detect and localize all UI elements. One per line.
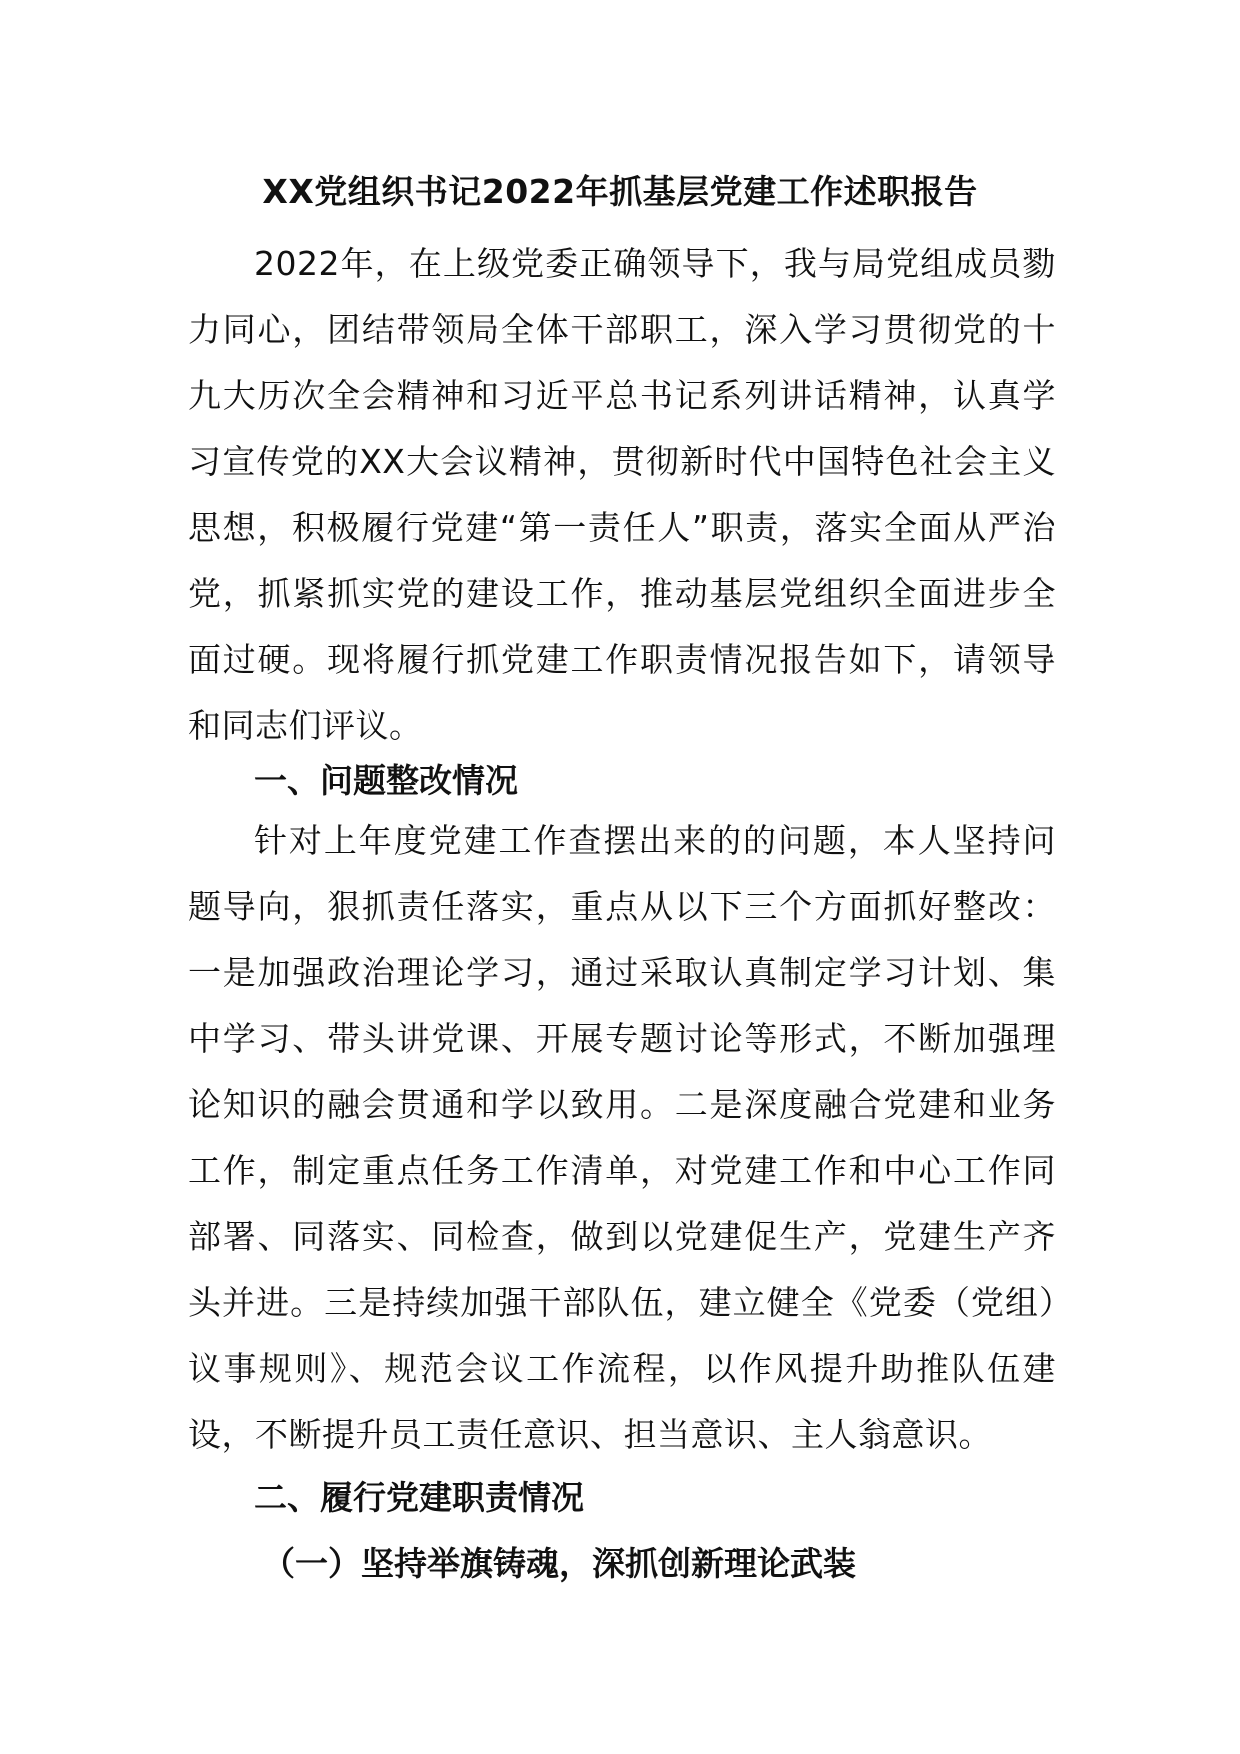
section-heading-party-duties: 二、履行党建职责情况 (254, 1478, 584, 1517)
document-title: XX党组织书记2022年抓基层党建工作述职报告 (262, 172, 978, 211)
subsection-heading-theory-armament: （一）坚持举旗铸魂，深抓创新理论武装 (262, 1544, 856, 1583)
section-heading-problem-rectification: 一、问题整改情况 (254, 761, 518, 800)
intro-paragraph: 2022年，在上级党委正确领导下，我与局党组成员勠力同心，团结带领局全体干部职工，深入学习贯彻党的十九大历次全会精神和习近平总书记系列讲话精神，认真学习宣传党的XX大会议精神，贯彻新时代中国特色社会主义思想，积极履行党建“第一责任人”职责，落实全面从严治党，抓紧抓实党的建设工作，推动基层党组织全面进步全面过硬。现将履行抓党建工作职责情况报告如下，请领导和同志们评议。 (188, 244, 1056, 745)
section-paragraph-problem-rectification: 针对上年度党建工作查摆出来的的问题，本人坚持问题导向，狠抓责任落实，重点从以下三个方面抓好整改：一是加强政治理论学习，通过采取认真制定学习计划、集中学习、带头讲党课、开展专题讨论等形式，不断加强理论知识的融会贯通和学以致用。二是深度融合党建和业务工作，制定重点任务工作清单，对党建工作和中心工作同部署、同落实、同检查，做到以党建促生产，党建生产齐头并进。三是持续加强干部队伍，建立健全《党委（党组）议事规则》、规范会议工作流程，以作风提升助推队伍建设，不断提升员工责任意识、担当意识、主人翁意识。 (188, 821, 1056, 1454)
